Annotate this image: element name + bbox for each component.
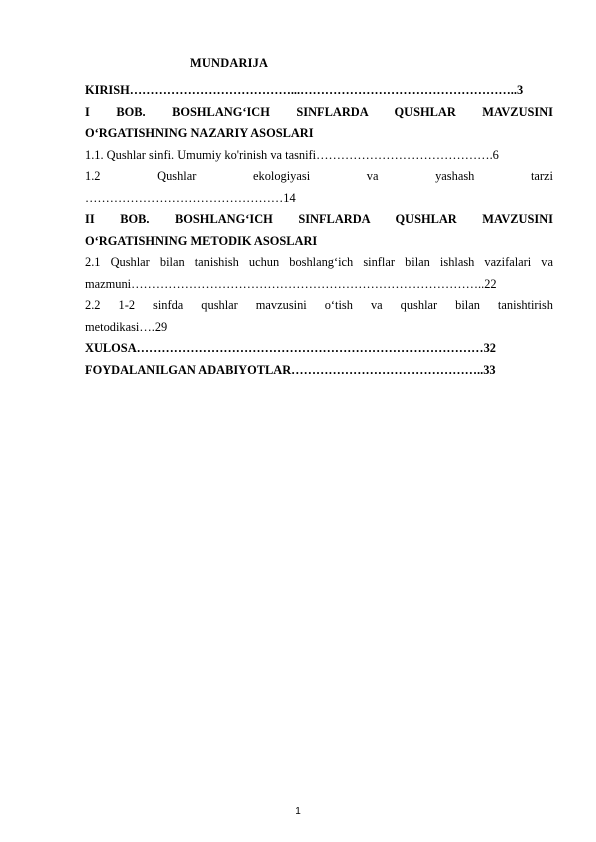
toc-heading: MUNDARIJA (190, 56, 269, 70)
toc-entry-section-2-1: 2.1 Qushlar bilan tanishish uchun boshlang‘ich sinflar bilan ishlash vazifalari va (85, 255, 553, 269)
page-number: 1 (295, 806, 301, 817)
toc-entry-section-2-2-cont: metodikasi….29 (85, 319, 168, 334)
toc-entry-references: FOYDALANILGAN ADABIYOTLAR………………………………………..33 (85, 362, 496, 377)
toc-entry-section-1-2: 1.2 Qushlar ekologiyasi va yashash tarzi (85, 169, 553, 183)
toc-entry-chapter-1-title-cont: O‘RGATISHNING NAZARIY ASOSLARI (85, 126, 314, 140)
table-of-contents (85, 80, 553, 381)
toc-entry-chapter-1-title: I BOB. BOSHLANG‘ICH SINFLARDA QUSHLAR MAVZUSINI (85, 104, 553, 119)
toc-entry-section-2-1-cont: mazmuni…………………………………………………………………………..22 (85, 276, 497, 291)
toc-entry-chapter-2-title: II BOB. BOSHLANG‘ICH SINFLARDA QUSHLAR MAVZUSINI (85, 212, 553, 226)
toc-entry-section-1-2-page: …………………………………………14 (85, 190, 296, 205)
toc-entry-section-2-2: 2.2 1-2 sinfda qushlar mavzusini o‘tish va qushlar bilan tanishtirish (85, 298, 553, 312)
toc-entry-xulosa: XULOSA…………………………………………………………………………32 (85, 341, 496, 355)
toc-entry-section-1-1: 1.1. Qushlar sinfi. Umumiy ko'rinish va tasnifi…………………………………….6 (85, 147, 499, 162)
toc-entry-chapter-2-title-cont: O‘RGATISHNING METODIK ASOSLARI (85, 233, 318, 248)
toc-entry-kirish: KIRISH…………………………………...……………………………………………..3 (85, 83, 524, 97)
